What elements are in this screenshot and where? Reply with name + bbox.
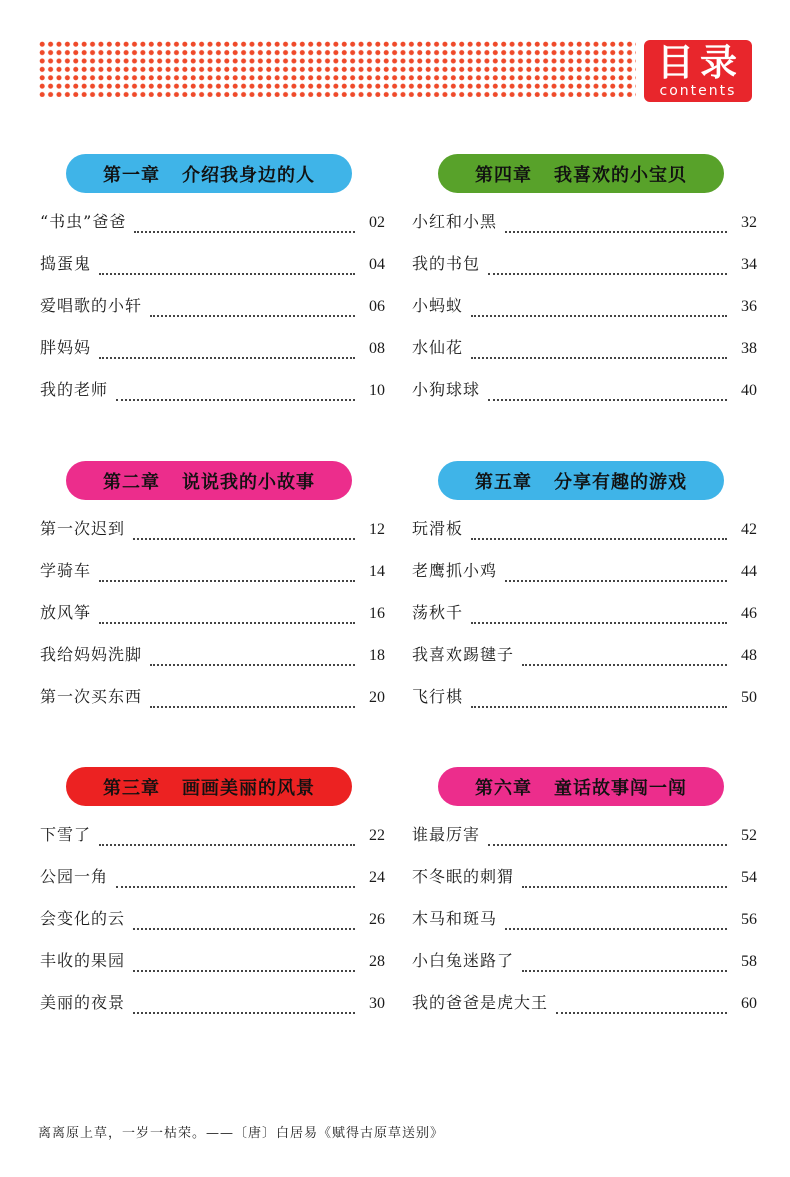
dot-leader <box>133 969 355 972</box>
chapter-number: 第二章 <box>103 471 160 493</box>
toc-entry[interactable] <box>40 642 385 684</box>
dot-leader <box>134 230 355 233</box>
dot-leader <box>133 927 355 930</box>
toc-entry-title: “书虫”爸爸 <box>40 212 127 231</box>
toc-entry[interactable] <box>412 642 757 684</box>
chapter-title: 分享有趣的游戏 <box>554 471 687 493</box>
chapter-number: 第五章 <box>475 471 532 493</box>
chapter-number: 第四章 <box>475 164 532 186</box>
toc-entry[interactable] <box>40 251 385 293</box>
toc-entry-page: 16 <box>369 605 385 622</box>
dot-leader <box>471 537 727 540</box>
toc-entry-page: 24 <box>369 869 385 886</box>
chapter-heading-4[interactable] <box>438 154 724 193</box>
toc-entry[interactable] <box>40 864 385 906</box>
dot-leader <box>471 621 727 624</box>
toc-entry[interactable] <box>40 335 385 377</box>
toc-entry-title: 下雪了 <box>40 825 92 844</box>
contents-title-zh: 目录 <box>657 41 743 84</box>
toc-entry-page: 22 <box>369 827 385 844</box>
toc-entry[interactable] <box>40 948 385 990</box>
dot-leader <box>150 314 355 317</box>
toc-entry[interactable] <box>412 251 757 293</box>
toc-entry-page: 10 <box>369 382 385 399</box>
chapter-title: 画画美丽的风景 <box>182 777 315 799</box>
toc-entry-title: 我的书包 <box>412 254 481 273</box>
chapter-section-4 <box>412 154 757 419</box>
toc-entry-title: 我的爸爸是虎大王 <box>412 993 549 1012</box>
chapter-heading-3[interactable] <box>66 767 352 806</box>
toc-entry-page: 18 <box>369 647 385 664</box>
chapter-title: 我喜欢的小宝贝 <box>554 164 687 186</box>
toc-entry-title: 小蚂蚁 <box>412 296 464 315</box>
toc-entry-page: 42 <box>741 521 757 538</box>
toc-entry-page: 06 <box>369 298 385 315</box>
chapter-section-1 <box>40 154 385 419</box>
chapter-title: 说说我的小故事 <box>182 471 315 493</box>
chapter-number: 第六章 <box>475 777 532 799</box>
toc-entry[interactable] <box>412 516 757 558</box>
toc-entry-title: 我给妈妈洗脚 <box>40 645 143 664</box>
chapter-title: 介绍我身边的人 <box>182 164 315 186</box>
dot-leader <box>488 272 727 275</box>
toc-entry-page: 44 <box>741 563 757 580</box>
toc-entry-title: 丰收的果园 <box>40 951 126 970</box>
toc-entry-title: 会变化的云 <box>40 909 126 928</box>
toc-entry-page: 32 <box>741 214 757 231</box>
contents-title-en: contents <box>659 83 737 99</box>
toc-entry-title: 老鹰抓小鸡 <box>412 561 498 580</box>
toc-entry-page: 14 <box>369 563 385 580</box>
toc-entry[interactable] <box>412 209 757 251</box>
toc-entry-title: 水仙花 <box>412 338 464 357</box>
toc-entry-title: 第一次买东西 <box>40 687 143 706</box>
dot-leader <box>471 356 727 359</box>
toc-entry-title: 小白兔迷路了 <box>412 951 515 970</box>
dot-leader <box>116 398 355 401</box>
toc-entry-page: 26 <box>369 911 385 928</box>
toc-entry-page: 48 <box>741 647 757 664</box>
chapter-heading-5[interactable] <box>438 461 724 500</box>
chapter-section-5 <box>412 461 757 726</box>
toc-entry-title: 放风筝 <box>40 603 92 622</box>
contents-title-box <box>644 40 752 102</box>
chapter-number: 第三章 <box>103 777 160 799</box>
toc-entry[interactable] <box>412 906 757 948</box>
toc-entry[interactable] <box>412 293 757 335</box>
dot-leader <box>99 843 355 846</box>
toc-entry[interactable] <box>412 558 757 600</box>
chapter-number: 第一章 <box>103 164 160 186</box>
toc-entry-page: 50 <box>741 689 757 706</box>
toc-entry-page: 54 <box>741 869 757 886</box>
chapter-heading-1[interactable] <box>66 154 352 193</box>
toc-entry[interactable] <box>40 377 385 419</box>
dot-leader <box>488 398 727 401</box>
toc-entry-title: 爱唱歌的小轩 <box>40 296 143 315</box>
toc-entry-title: 小红和小黑 <box>412 212 498 231</box>
dot-leader <box>522 885 727 888</box>
toc-entry[interactable] <box>40 293 385 335</box>
toc-entry-page: 52 <box>741 827 757 844</box>
toc-entry-title: 木马和斑马 <box>412 909 498 928</box>
toc-entry-title: 学骑车 <box>40 561 92 580</box>
dot-leader <box>99 356 355 359</box>
toc-entry-title: 不冬眠的刺猬 <box>412 867 515 886</box>
chapter-section-3 <box>40 767 385 1032</box>
dot-leader <box>99 579 355 582</box>
footer-quote: 离离原上草，一岁一枯荣。——〔唐〕白居易《赋得古原草送别》 <box>38 1126 445 1141</box>
toc-entry-title: 荡秋千 <box>412 603 464 622</box>
dot-leader <box>522 663 727 666</box>
toc-entry-page: 08 <box>369 340 385 357</box>
dot-leader <box>471 314 727 317</box>
toc-entry[interactable] <box>40 684 385 726</box>
dot-leader <box>99 272 355 275</box>
toc-entry-title: 我喜欢踢毽子 <box>412 645 515 664</box>
toc-entry-title: 玩滑板 <box>412 519 464 538</box>
toc-entry[interactable] <box>412 864 757 906</box>
toc-entry-title: 谁最厉害 <box>412 825 481 844</box>
toc-entry[interactable] <box>412 377 757 419</box>
toc-entry[interactable] <box>40 516 385 558</box>
toc-entry-title: 美丽的夜景 <box>40 993 126 1012</box>
toc-entry-title: 公园一角 <box>40 867 109 886</box>
toc-entry-page: 28 <box>369 953 385 970</box>
toc-entry[interactable] <box>412 948 757 990</box>
toc-entry-title: 我的老师 <box>40 380 109 399</box>
toc-entry-page: 38 <box>741 340 757 357</box>
toc-entry-page: 56 <box>741 911 757 928</box>
toc-entry[interactable] <box>40 558 385 600</box>
toc-entry[interactable] <box>412 684 757 726</box>
toc-entry-title: 小狗球球 <box>412 380 481 399</box>
toc-entry-page: 36 <box>741 298 757 315</box>
toc-entry[interactable] <box>40 600 385 642</box>
toc-entry-page: 58 <box>741 953 757 970</box>
chapter-title: 童话故事闯一闯 <box>554 777 687 799</box>
toc-entry[interactable] <box>412 600 757 642</box>
toc-entry-page: 20 <box>369 689 385 706</box>
toc-entry[interactable] <box>412 990 757 1032</box>
dot-leader <box>522 969 727 972</box>
dot-leader <box>133 1011 355 1014</box>
toc-entry-title: 飞行棋 <box>412 687 464 706</box>
dot-leader <box>505 927 727 930</box>
toc-entry-page: 60 <box>741 995 757 1012</box>
dot-leader <box>556 1011 727 1014</box>
dot-leader <box>488 843 727 846</box>
dot-leader <box>150 705 355 708</box>
toc-entry[interactable] <box>40 209 385 251</box>
dot-leader <box>133 537 355 540</box>
chapter-heading-6[interactable] <box>438 767 724 806</box>
toc-entry-page: 12 <box>369 521 385 538</box>
toc-entry[interactable] <box>40 906 385 948</box>
toc-entry-page: 40 <box>741 382 757 399</box>
toc-entry-page: 34 <box>741 256 757 273</box>
dot-leader <box>471 705 727 708</box>
chapter-section-2 <box>40 461 385 726</box>
decorative-dot-band <box>38 40 636 97</box>
toc-entry-page: 30 <box>369 995 385 1012</box>
toc-entry-title: 第一次迟到 <box>40 519 126 538</box>
toc-entry-title: 捣蛋鬼 <box>40 254 92 273</box>
chapter-heading-2[interactable] <box>66 461 352 500</box>
toc-entry-page: 04 <box>369 256 385 273</box>
toc-entry-page: 46 <box>741 605 757 622</box>
toc-entry[interactable] <box>412 335 757 377</box>
dot-leader <box>150 663 355 666</box>
toc-entry-page: 02 <box>369 214 385 231</box>
toc-entry[interactable] <box>40 822 385 864</box>
toc-entry[interactable] <box>412 822 757 864</box>
toc-entry-title: 胖妈妈 <box>40 338 92 357</box>
dot-leader <box>99 621 355 624</box>
dot-leader <box>505 230 727 233</box>
chapter-section-6 <box>412 767 757 1032</box>
dot-leader <box>505 579 727 582</box>
toc-entry[interactable] <box>40 990 385 1032</box>
dot-leader <box>116 885 355 888</box>
